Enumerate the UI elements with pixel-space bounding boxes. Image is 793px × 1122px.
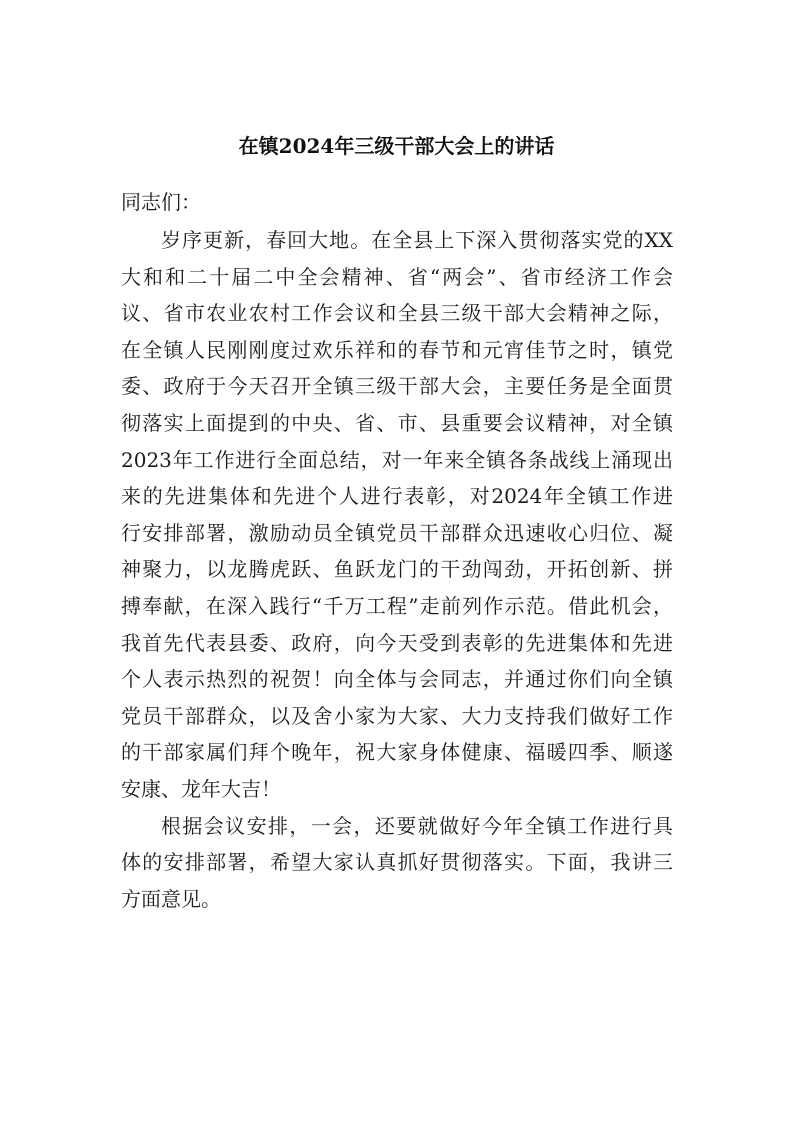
text-line: 体的安排部署，希望大家认真抓好贯彻落实。下面，我讲三 <box>121 850 673 875</box>
text-line: 个人表示热烈的祝贺！向全体与会同志，并通过你们向全镇 <box>121 667 673 692</box>
text-line: 议、省市农业农村工作会议和全县三级干部大会精神之际， <box>121 301 673 326</box>
text-line: 的干部家属们拜个晚年，祝大家身体健康、福暖四季、顺遂 <box>121 740 673 765</box>
text-line: 根据会议安排，一会，还要就做好今年全镇工作进行具 <box>161 813 673 838</box>
text-line: 安康、龙年大吉！ <box>121 776 281 801</box>
text-line: 在全镇人民刚刚度过欢乐祥和的春节和元宵佳节之时，镇党 <box>121 337 673 362</box>
text-line: 搏奉献，在深入践行“千万工程”走前列作示范。借此机会， <box>121 593 673 618</box>
text-line: 方面意见。 <box>121 886 221 911</box>
text-line: 委、政府于今天召开全镇三级干部大会，主要任务是全面贯 <box>121 374 673 399</box>
document-title: 在镇2024年三级干部大会上的讲话 <box>238 134 555 158</box>
paragraph-agenda <box>121 808 673 918</box>
text-line: 神聚力，以龙腾虎跃、鱼跃龙门的干劲闯劲，开拓创新、拼 <box>121 557 673 582</box>
text-line: 大和和二十届二中全会精神、省“两会”、省市经济工作会 <box>121 264 673 289</box>
text-line: 党员干部群众，以及舍小家为大家、大力支持我们做好工作 <box>121 703 673 728</box>
text-line: 行安排部署，激励动员全镇党员干部群众迅速收心归位、凝 <box>121 520 673 545</box>
text-line: 彻落实上面提到的中央、省、市、县重要会议精神，对全镇 <box>121 410 673 435</box>
text-line: 2023年工作进行全面总结，对一年来全镇各条战线上涌现出 <box>121 447 673 472</box>
text-line: 我首先代表县委、政府，向今天受到表彰的先进集体和先进 <box>121 630 673 655</box>
text-line: 来的先进集体和先进个人进行表彰，对2024年全镇工作进 <box>121 484 673 509</box>
paragraph-opening <box>121 222 673 808</box>
salutation: 同志们： <box>121 190 201 214</box>
text-line: 岁序更新，春回大地。在全县上下深入贯彻落实党的XX <box>161 228 673 252</box>
document-body <box>121 182 673 917</box>
